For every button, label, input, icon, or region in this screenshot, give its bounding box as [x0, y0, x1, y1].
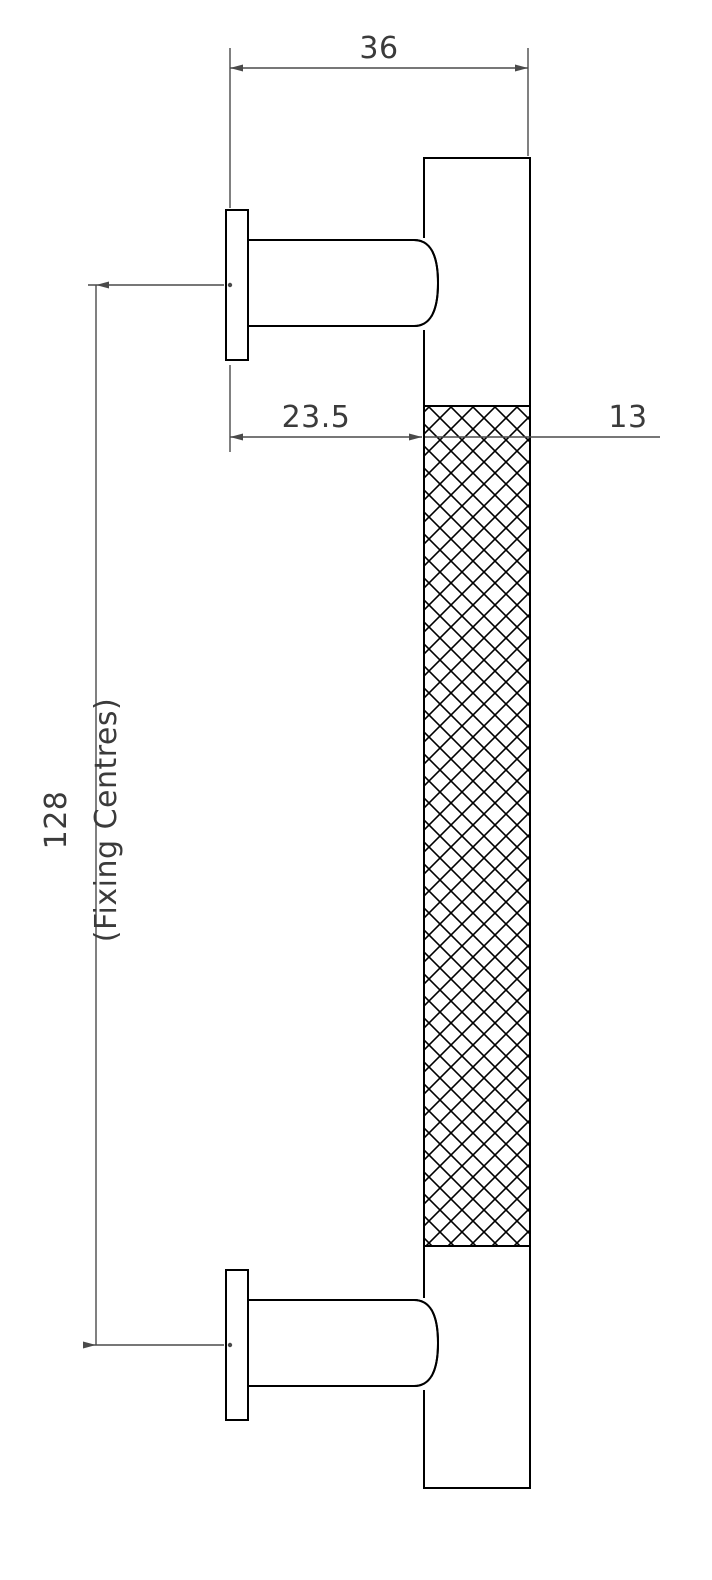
dimension-fixing-centres	[39, 285, 224, 1345]
bottom-mounting-stem	[246, 1298, 438, 1390]
dimension-fixing-centres-value-label: 128	[39, 790, 74, 850]
top-mounting-stem	[246, 238, 438, 330]
dimension-bar-diameter-label: 13	[608, 400, 648, 435]
dimension-fixing-centres-note-label: (Fixing Centres)	[89, 697, 124, 943]
dimension-overall-projection-label: 36	[359, 31, 399, 66]
knurled-grip-section	[424, 406, 530, 1246]
dimension-stem-projection-label: 23.5	[281, 400, 351, 435]
dimension-stem-projection	[230, 365, 422, 452]
